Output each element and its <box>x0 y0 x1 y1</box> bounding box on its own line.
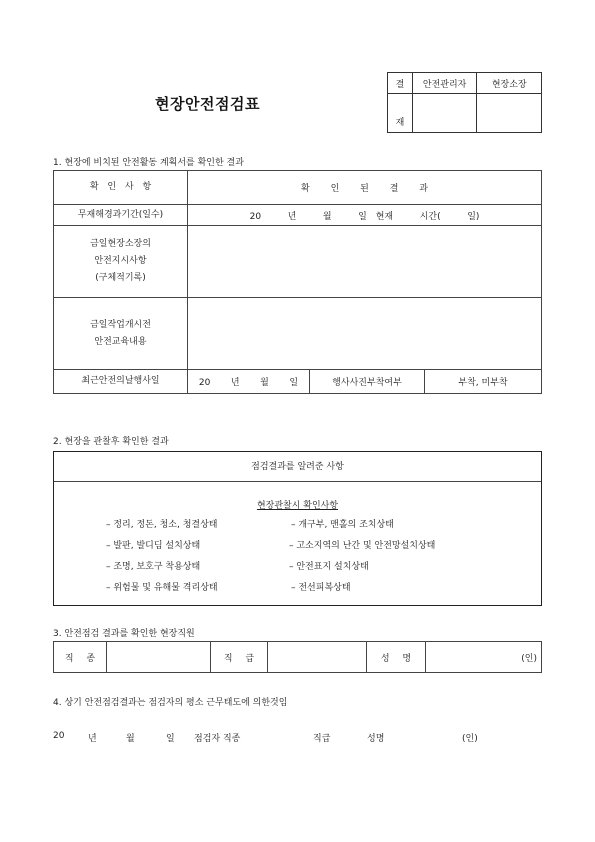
section2-header: 점검결과를 알려준 사항 <box>54 452 541 482</box>
label-line: 금일작업개시전 <box>90 319 151 330</box>
job-type-label: 직 종 <box>54 642 107 673</box>
approval-sign-site-manager[interactable] <box>477 94 542 133</box>
check-item: – 위험물 및 유해물 격리상태 <box>106 583 218 593</box>
safety-day-date[interactable]: 20 년 월 일 <box>188 370 310 394</box>
section4-grade-label: 직급 <box>313 734 331 744</box>
section1-table <box>53 170 542 394</box>
name-field[interactable] <box>426 642 542 673</box>
approval-col-safety-manager: 안전관리자 <box>412 73 477 94</box>
check-item: – 정리, 정돈, 청소, 청결상태 <box>106 520 218 530</box>
section4-year-unit: 년 <box>88 734 97 744</box>
section3-title: 3. 안전점검 결과를 확인한 현장직원 <box>53 629 195 639</box>
site-manager-instructions-label <box>54 226 188 298</box>
section4-month-unit: 월 <box>126 734 135 744</box>
photo-attached-value[interactable]: 부착, 미부착 <box>425 370 542 394</box>
section4-year: 20 <box>53 731 65 741</box>
approval-box <box>387 72 542 133</box>
approval-sign-safety-manager[interactable] <box>412 94 477 133</box>
label-line: 금일현장소장의 <box>90 239 151 249</box>
name-label: 성 명 <box>367 642 426 673</box>
job-type-field[interactable] <box>107 642 211 673</box>
check-item: – 개구부, 맨홀의 조치상태 <box>291 520 394 530</box>
check-item: – 안전표지 설치상태 <box>289 562 369 572</box>
approval-side-bottom: 재 <box>388 94 413 133</box>
section2-title: 2. 현장을 관찰후 확인한 결과 <box>53 437 169 447</box>
safety-education-label <box>54 298 188 370</box>
check-item: – 발판, 발디딤 설치상태 <box>106 541 201 551</box>
check-item: – 전선피복상태 <box>291 583 351 593</box>
section1-header-right: 확 인 된 결 과 <box>188 171 542 205</box>
grade-label: 직 급 <box>211 642 268 673</box>
safety-education-field[interactable] <box>188 298 542 370</box>
no-accident-period-label: 무재해경과기간(일수) <box>54 205 188 226</box>
photo-attached-label: 행사사진부착여부 <box>310 370 425 394</box>
label-line: 안전지시사항 <box>94 256 147 266</box>
label-line: 안전교육내용 <box>94 336 147 347</box>
label-line: (구체적기록) <box>95 273 146 283</box>
section4-inspector-label: 점검자 직종 <box>194 734 241 744</box>
section2-subtitle: 현장관찰시 확인사항 <box>256 501 339 511</box>
grade-field[interactable] <box>268 642 367 673</box>
section2-box <box>53 451 542 606</box>
approval-side-top: 결 <box>388 73 413 94</box>
approval-col-site-manager: 현장소장 <box>477 73 542 94</box>
safety-day-label: 최근안전의날행사일 <box>54 370 188 394</box>
section4-name-label: 성명 <box>367 734 385 744</box>
section4-day-unit: 일 <box>166 734 175 744</box>
check-item: – 조명, 보호구 착용상태 <box>106 562 201 572</box>
section4-seal: (인) <box>462 734 478 744</box>
section4-title: 4. 상기 안전점검결과는 점검자의 평소 근무태도에 의한것임 <box>53 698 288 708</box>
check-item: – 고소지역의 난간 및 안전망설치상태 <box>289 541 436 551</box>
seal-mark: (인) <box>521 653 537 664</box>
page-title: 현장안전점검표 <box>155 95 260 113</box>
no-accident-period-value[interactable]: 20 년 월 일 현재 시간( 일) <box>188 205 542 226</box>
site-manager-instructions-field[interactable] <box>188 226 542 298</box>
section1-header-left: 확 인 사 항 <box>54 171 188 205</box>
section1-title: 1. 현장에 비치된 안전활동 계획서를 확인한 결과 <box>53 158 244 168</box>
section3-table <box>53 641 542 673</box>
